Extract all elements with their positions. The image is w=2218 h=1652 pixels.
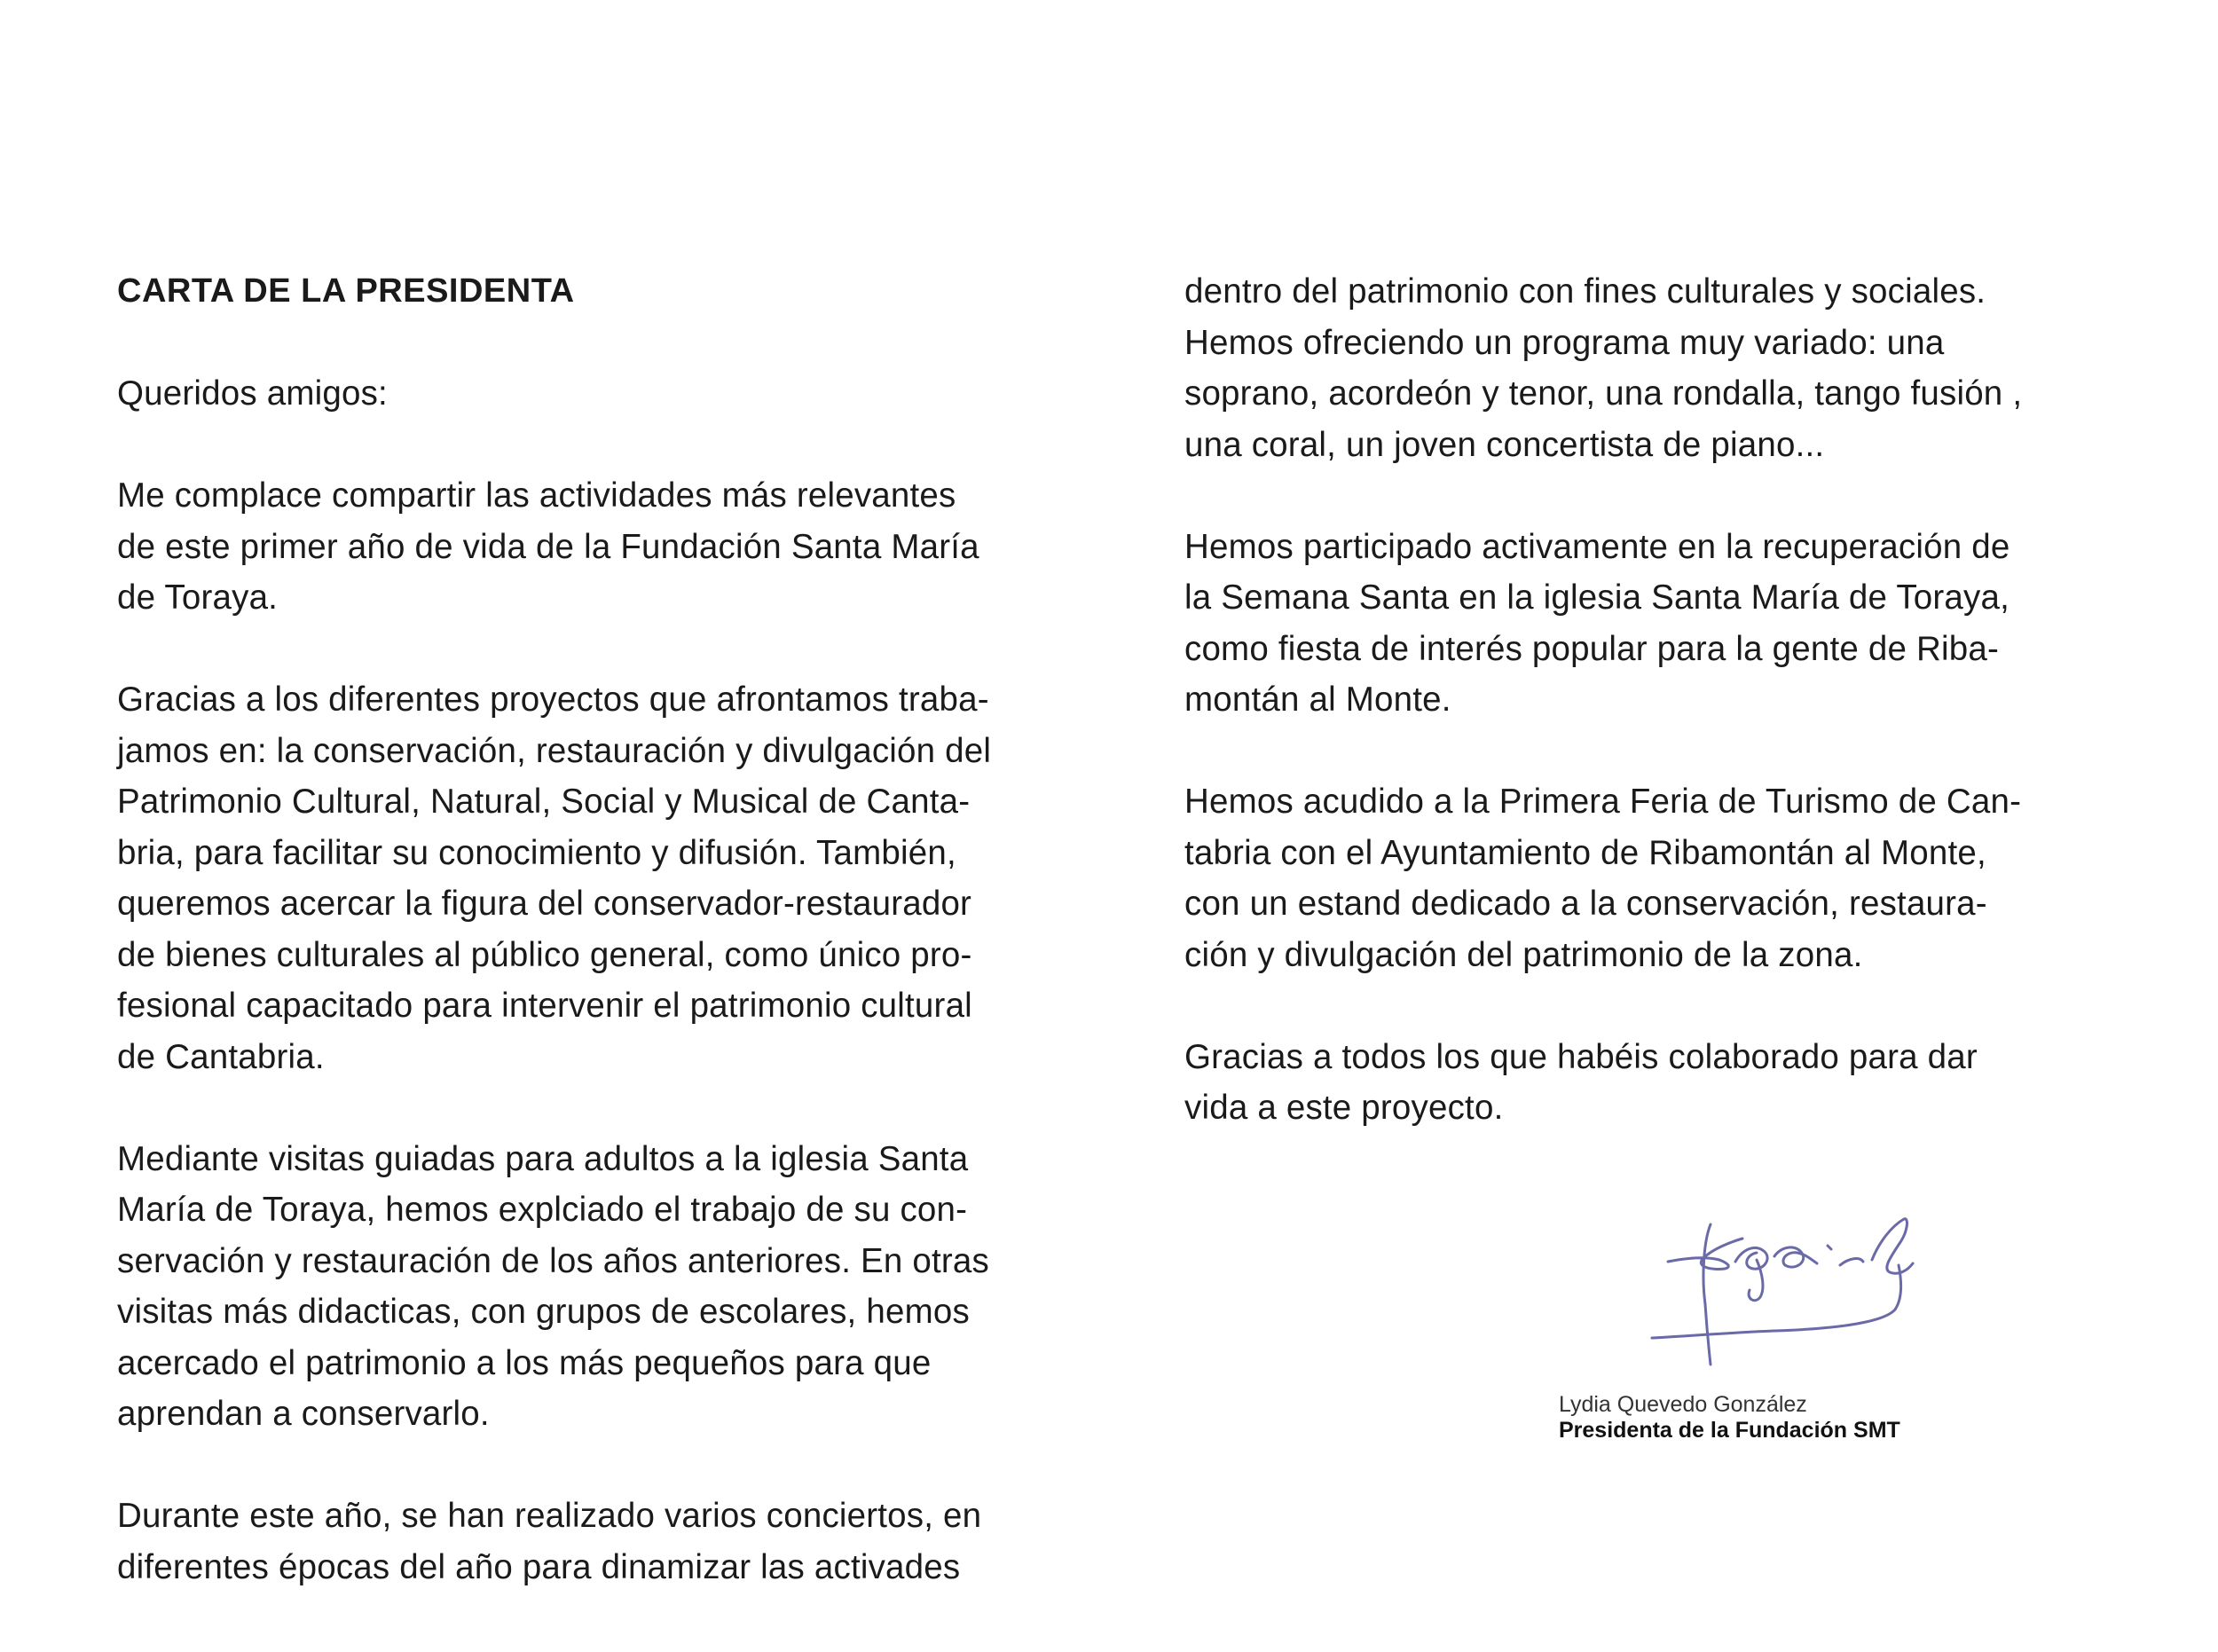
text-line: Patrimonio Cultural, Natural, Social y Musical de Canta- <box>117 783 971 821</box>
paragraph <box>117 470 1093 624</box>
paragraph <box>117 674 1093 1082</box>
text-line: Me complace compartir las actividades más relevantes <box>117 476 956 515</box>
text-line: acercado el patrimonio a los más pequeños para que <box>117 1343 932 1382</box>
right-column <box>1184 266 2160 1184</box>
page-title: CARTA DE LA PRESIDENTA <box>117 272 575 310</box>
text-line: soprano, acordeón y tenor, una rondalla, tango fusión , <box>1184 374 2023 413</box>
text-line: tabria con el Ayuntamiento de Ribamontán al Monte, <box>1184 833 1986 872</box>
text-line: servación y restauración de los años anteriores. En otras <box>117 1241 989 1280</box>
paragraph <box>1184 1032 2160 1134</box>
text-line: con un estand dedicado a la conservación, restaura- <box>1184 885 1987 923</box>
text-line: vida a este proyecto. <box>1184 1089 1504 1127</box>
paragraph <box>1184 522 2160 726</box>
signer-role: Presidenta de la Fundación SMT <box>1559 1418 1900 1443</box>
text-line: Hemos acudido a la Primera Feria de Turismo de Can- <box>1184 783 2022 821</box>
paragraph <box>117 1491 1093 1593</box>
right-paragraphs <box>1184 266 2160 1134</box>
text-line: una coral, un joven concertista de piano... <box>1184 425 1825 464</box>
text-line: visitas más didacticas, con grupos de escolares, hemos <box>117 1293 970 1331</box>
left-paragraphs <box>117 470 1093 1593</box>
text-line: montán al Monte. <box>1184 680 1451 719</box>
text-line: jamos en: la conservación, restauración y divulgación del <box>117 731 992 770</box>
text-line: como fiesta de interés popular para la gente de Riba- <box>1184 629 2000 668</box>
left-column <box>117 266 1093 1644</box>
text-line: Hemos ofreciendo un programa muy variado: una <box>1184 323 1945 362</box>
signature-caption <box>1559 1392 1900 1444</box>
text-line: bria, para facilitar su conocimiento y difusión. También, <box>117 833 956 872</box>
paragraph <box>1184 776 2160 980</box>
text-line: diferentes épocas del año para dinamizar las activades <box>117 1547 961 1586</box>
text-line: fesional capacitado para intervenir el patrimonio cultural <box>117 987 972 1025</box>
paragraph <box>117 1134 1093 1440</box>
text-line: aprendan a conservarlo. <box>117 1395 490 1433</box>
text-line: ción y divulgación del patrimonio de la zona. <box>1184 935 1863 974</box>
text-line: Mediante visitas guiadas para adultos a la iglesia Santa <box>117 1139 969 1178</box>
signature-icon <box>1650 1207 1952 1375</box>
text-line: Hemos participado activamente en la recuperación de <box>1184 527 2010 566</box>
text-line: queremos acercar la figura del conservador-restaurador <box>117 885 972 923</box>
text-line: la Semana Santa en la iglesia Santa María de Toraya, <box>1184 578 2010 617</box>
signer-name: Lydia Quevedo González <box>1559 1392 1807 1417</box>
text-line: de bienes culturales al público general, como único pro- <box>117 935 972 974</box>
text-line: de Cantabria. <box>117 1037 325 1076</box>
signature-image <box>1650 1207 1952 1375</box>
greeting: Queridos amigos: <box>117 374 388 413</box>
text-line: María de Toraya, hemos explciado el trabajo de su con- <box>117 1191 968 1229</box>
text-line: de este primer año de vida de la Fundación Santa María <box>117 527 979 566</box>
paragraph <box>1184 266 2160 470</box>
text-line: de Toraya. <box>117 578 279 617</box>
text-line: Durante este año, se han realizado varios conciertos, en <box>117 1497 982 1535</box>
text-line: dentro del patrimonio con fines culturales y sociales. <box>1184 272 1986 311</box>
text-line: Gracias a todos los que habéis colaborado para dar <box>1184 1037 1978 1076</box>
text-line: Gracias a los diferentes proyectos que afrontamos traba- <box>117 680 989 719</box>
